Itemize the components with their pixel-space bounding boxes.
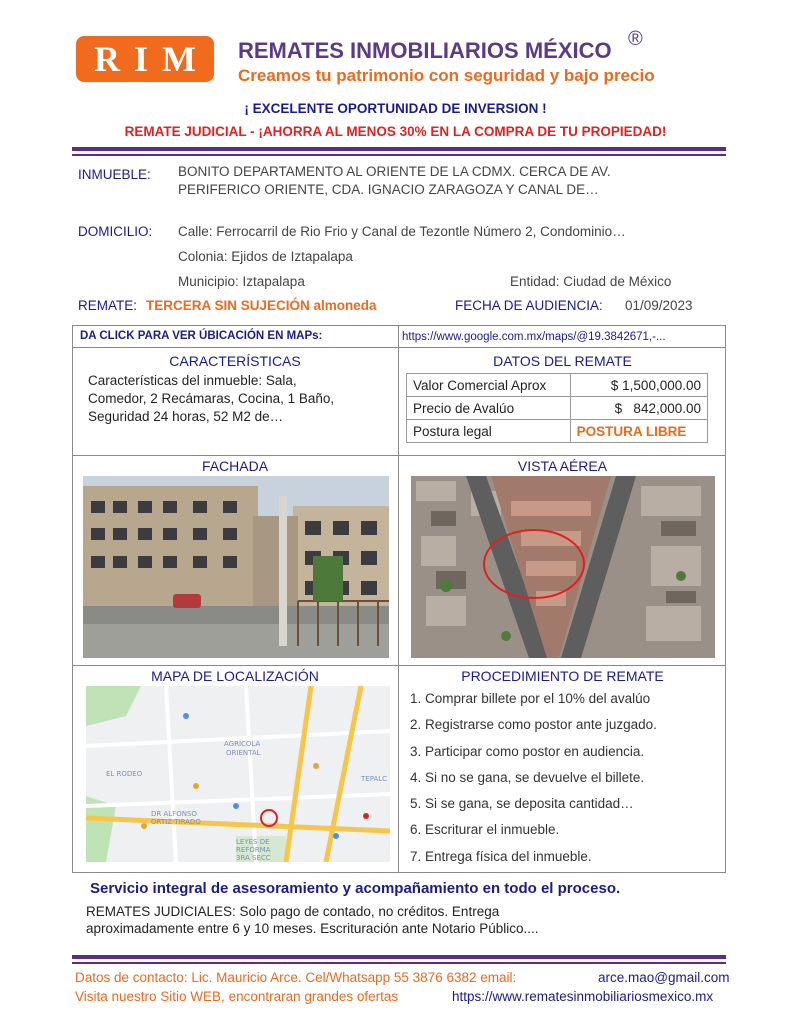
brand-name: REMATES INMOBILIARIOS MÉXICO xyxy=(238,38,612,63)
precio-avaluo-value: $ 842,000.00 xyxy=(570,397,707,420)
note-line-1: REMATES JUDICIALES: Solo pago de contado, no créditos. Entrega xyxy=(86,904,500,919)
caracteristicas-line-1: Características del inmueble: Sala, xyxy=(88,373,297,388)
divider-bottom xyxy=(72,955,726,959)
map-label-agricola: AGRÍCOLA xyxy=(224,740,261,748)
list-item: 5. Si se gana, se deposita cantidad… xyxy=(410,796,634,812)
precio-avaluo-label: Precio de Avalúo xyxy=(407,397,571,420)
fecha-value: 01/09/2023 xyxy=(625,298,693,313)
map-label-alfonso: DR ALFONSO xyxy=(151,810,197,818)
list-item: 1. Comprar billete por el 10% del avalúo xyxy=(410,691,651,706)
grid-line xyxy=(72,347,726,348)
colonia: Colonia: Ejidos de Iztapalapa xyxy=(178,249,353,264)
fachada-photo xyxy=(83,476,389,658)
list-item: 6. Escriturar el inmueble. xyxy=(410,822,560,838)
procedure-steps xyxy=(410,686,657,870)
caracteristicas-line-2: Comedor, 2 Recámaras, Cocina, 1 Baño, xyxy=(88,391,335,406)
service-banner: Servicio integral de asesoramiento y acompañamiento en todo el proceso. xyxy=(90,880,621,897)
datos-remate-table xyxy=(406,373,708,443)
note-line-2: aproximadamente entre 6 y 10 meses. Escrituración ante Notario Público.... xyxy=(86,921,539,936)
calle: Calle: Ferrocarril de Rio Frio y Canal de Tezontle Número 2, Condominio… xyxy=(178,224,626,239)
table-row xyxy=(407,397,708,420)
divider-top-thin xyxy=(72,154,726,156)
map-label-leyes: LEYES DE xyxy=(236,838,270,846)
rim-logo: RIM xyxy=(76,36,214,82)
procedimiento-title: PROCEDIMIENTO DE REMATE xyxy=(461,668,664,684)
map-label-leyes-3: 3RA SECC xyxy=(236,854,271,862)
mapa-title: MAPA DE LOCALIZACIÓN xyxy=(151,668,319,684)
list-item: 3. Participar como postor en audiencia. xyxy=(410,743,645,759)
vista-aerea-photo xyxy=(411,476,715,658)
table-row xyxy=(407,420,708,443)
valor-comercial-value: $ 1,500,000.00 xyxy=(570,374,707,397)
fecha-label: FECHA DE AUDIENCIA: xyxy=(455,298,603,313)
map-link-url[interactable]: https://www.google.com.mx/maps/@19.3842671,-... xyxy=(402,331,666,343)
inmueble-label: INMUEBLE: xyxy=(78,167,151,182)
list-item: 2. Registrarse como postor ante juzgado. xyxy=(410,717,657,733)
map-label-tepalc: TEPALC xyxy=(361,775,388,783)
remate-value: TERCERA SIN SUJECIÓN almoneda xyxy=(146,298,377,313)
fachada-title: FACHADA xyxy=(201,458,269,474)
inmueble-line-1: BONITO DEPARTAMENTO AL ORIENTE DE LA CDMX. CERCA DE AV. xyxy=(178,164,611,179)
domicilio-label: DOMICILIO: xyxy=(78,224,153,239)
datos-remate-title: DATOS DEL REMATE xyxy=(493,353,632,369)
inmueble-line-2: PERIFERICO ORIENTE, CDA. IGNACIO ZARAGOZA Y CANAL DE… xyxy=(178,182,599,197)
grid-line xyxy=(398,325,399,873)
map-label-alfonso-2: ORTIZ TIRADO xyxy=(151,818,201,826)
web-invite: Visita nuestro Sitio WEB, encontraran grandes ofertas xyxy=(75,989,399,1004)
map-label-agricola-2: ORIENTAL xyxy=(226,749,261,757)
list-item: 4. Si no se gana, se devuelve el billete. xyxy=(410,769,645,785)
contact-info: Datos de contacto: Lic. Mauricio Arce. Cel/Whatsapp 55 3876 6382 email: xyxy=(75,970,517,985)
opportunity-banner: ¡ EXCELENTE OPORTUNIDAD DE INVERSION ! xyxy=(244,101,547,116)
divider-bottom-thin xyxy=(72,962,726,964)
divider-top xyxy=(72,147,726,151)
municipio: Municipio: Iztapalapa xyxy=(178,274,305,289)
map-link-label: DA CLICK PARA VER ÚBICACIÓN EN MAPs: xyxy=(80,330,323,342)
valor-comercial-label: Valor Comercial Aprox xyxy=(407,374,571,397)
web-url[interactable]: https://www.rematesinmobiliariosmexico.mx xyxy=(452,989,714,1004)
vista-aerea-title: VISTA AÉREA xyxy=(517,458,608,474)
map-label-rodeo: EL RODEO xyxy=(106,770,143,778)
registered-mark: ® xyxy=(628,28,643,50)
slogan: Creamos tu patrimonio con seguridad y bajo precio xyxy=(238,66,655,85)
caracteristicas-title: CARACTERÍSTICAS xyxy=(169,353,301,369)
map-label-leyes-2: REFORMA xyxy=(236,846,271,854)
entidad: Entidad: Ciudad de México xyxy=(510,274,672,289)
grid-line xyxy=(72,455,726,456)
mapa-image xyxy=(86,686,390,862)
postura-legal-value: POSTURA LIBRE xyxy=(570,420,707,443)
postura-legal-label: Postura legal xyxy=(407,420,571,443)
table-row xyxy=(407,374,708,397)
contact-email[interactable]: arce.mao@gmail.com xyxy=(598,970,730,985)
grid-line xyxy=(72,665,726,666)
caracteristicas-line-3: Seguridad 24 horas, 52 M2 de… xyxy=(88,409,284,424)
remate-label: REMATE: xyxy=(78,298,138,313)
judicial-banner: REMATE JUDICIAL - ¡AHORRA AL MENOS 30% EN LA COMPRA DE TU PROPIEDAD! xyxy=(124,124,667,139)
list-item: 7. Entrega física del inmueble. xyxy=(410,848,592,864)
